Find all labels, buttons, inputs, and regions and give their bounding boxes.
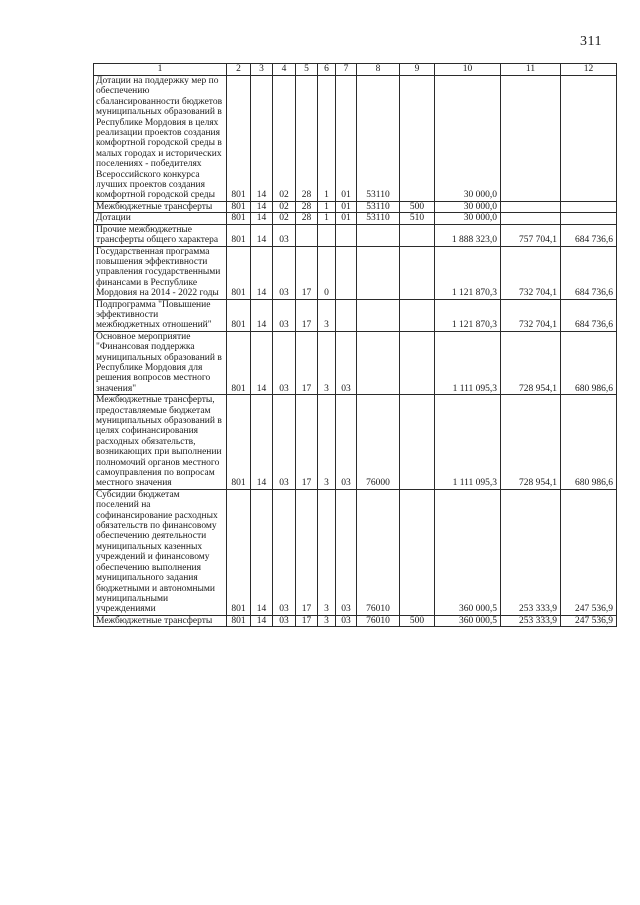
code-section: 14 xyxy=(251,201,273,212)
code-subprogram: 3 xyxy=(318,615,336,626)
amount-2022: 684 736,6 xyxy=(561,246,617,299)
row-description: Государственная программа повышения эффективности управления государственными финансами в Республике Мордовия на 2014 - 2022 годы xyxy=(94,246,227,299)
code-activity: 03 xyxy=(336,489,357,615)
amount-2021: 732 704,1 xyxy=(501,246,561,299)
amount-2022: 684 736,6 xyxy=(561,299,617,331)
amount-2022: 680 986,6 xyxy=(561,331,617,394)
table-row xyxy=(94,615,617,626)
code-direction: 53110 xyxy=(357,213,400,224)
code-expense-type: 510 xyxy=(400,213,435,224)
amount-2020: 30 000,0 xyxy=(435,213,501,224)
code-activity xyxy=(336,246,357,299)
code-subprogram: 1 xyxy=(318,201,336,212)
code-subprogram xyxy=(318,224,336,246)
code-ministry: 801 xyxy=(227,246,251,299)
code-activity xyxy=(336,224,357,246)
column-header: 4 xyxy=(273,64,296,76)
row-description: Подпрограмма "Повышение эффективности межбюджетных отношений" xyxy=(94,299,227,331)
code-ministry: 801 xyxy=(227,213,251,224)
amount-2021: 732 704,1 xyxy=(501,299,561,331)
code-program: 28 xyxy=(296,213,318,224)
code-ministry: 801 xyxy=(227,76,251,202)
code-subsection: 03 xyxy=(273,489,296,615)
row-description: Межбюджетные трансферты xyxy=(94,615,227,626)
code-subprogram: 1 xyxy=(318,76,336,202)
table-row xyxy=(94,395,617,490)
code-ministry: 801 xyxy=(227,395,251,490)
code-subprogram: 0 xyxy=(318,246,336,299)
code-ministry: 801 xyxy=(227,299,251,331)
code-direction xyxy=(357,246,400,299)
column-header: 10 xyxy=(435,64,501,76)
budget-table xyxy=(93,63,617,627)
amount-2020: 1 121 870,3 xyxy=(435,246,501,299)
code-section: 14 xyxy=(251,615,273,626)
amount-2022: 680 986,6 xyxy=(561,395,617,490)
row-description: Основное мероприятие "Финансовая поддержка муниципальных образований в Республике Мордовия для решения вопросов местного значения" xyxy=(94,331,227,394)
column-header: 12 xyxy=(561,64,617,76)
column-header: 2 xyxy=(227,64,251,76)
amount-2022: 247 536,9 xyxy=(561,615,617,626)
code-expense-type xyxy=(400,331,435,394)
code-ministry: 801 xyxy=(227,615,251,626)
column-header: 5 xyxy=(296,64,318,76)
amount-2021: 728 954,1 xyxy=(501,331,561,394)
code-expense-type: 500 xyxy=(400,615,435,626)
table-row xyxy=(94,224,617,246)
amount-2021 xyxy=(501,213,561,224)
amount-2021: 757 704,1 xyxy=(501,224,561,246)
code-activity: 01 xyxy=(336,213,357,224)
amount-2022: 247 536,9 xyxy=(561,489,617,615)
code-activity: 03 xyxy=(336,615,357,626)
code-activity: 03 xyxy=(336,395,357,490)
code-direction xyxy=(357,224,400,246)
code-expense-type xyxy=(400,76,435,202)
table-row xyxy=(94,299,617,331)
code-subsection: 03 xyxy=(273,615,296,626)
code-program: 17 xyxy=(296,331,318,394)
code-activity: 03 xyxy=(336,331,357,394)
row-description: Межбюджетные трансферты xyxy=(94,201,227,212)
amount-2022 xyxy=(561,213,617,224)
column-header: 7 xyxy=(336,64,357,76)
code-direction: 76000 xyxy=(357,395,400,490)
code-subsection: 03 xyxy=(273,246,296,299)
code-section: 14 xyxy=(251,299,273,331)
amount-2021: 253 333,9 xyxy=(501,615,561,626)
row-description: Субсидии бюджетам поселений на софинансирование расходных обязательств по финансовому обеспечению деятельности муниципальных казенных учреждений и финансовому обеспечению выполнения муниципального задания бюджетными и автономными муниципальными учреждениями xyxy=(94,489,227,615)
amount-2021: 253 333,9 xyxy=(501,489,561,615)
amount-2022: 684 736,6 xyxy=(561,224,617,246)
code-subprogram: 3 xyxy=(318,395,336,490)
amount-2020: 30 000,0 xyxy=(435,201,501,212)
code-activity xyxy=(336,299,357,331)
code-subprogram: 3 xyxy=(318,489,336,615)
amount-2020: 1 888 323,0 xyxy=(435,224,501,246)
table-row xyxy=(94,76,617,202)
code-ministry: 801 xyxy=(227,331,251,394)
code-section: 14 xyxy=(251,224,273,246)
column-header: 1 xyxy=(94,64,227,76)
code-subsection: 03 xyxy=(273,299,296,331)
code-program: 17 xyxy=(296,395,318,490)
code-section: 14 xyxy=(251,395,273,490)
amount-2020: 1 111 095,3 xyxy=(435,331,501,394)
row-description: Прочие межбюджетные трансферты общего характера xyxy=(94,224,227,246)
code-program: 17 xyxy=(296,615,318,626)
amount-2020: 30 000,0 xyxy=(435,76,501,202)
column-header: 9 xyxy=(400,64,435,76)
code-expense-type: 500 xyxy=(400,201,435,212)
column-header: 3 xyxy=(251,64,273,76)
row-description: Межбюджетные трансферты, предоставляемые бюджетам муниципальных образований в целях софинансирования расходных обязательств, возникающих при выполнении полномочий органов местного самоуправления по вопросам местного значения xyxy=(94,395,227,490)
column-header: 11 xyxy=(501,64,561,76)
code-direction: 76010 xyxy=(357,489,400,615)
code-section: 14 xyxy=(251,331,273,394)
code-direction: 53110 xyxy=(357,76,400,202)
code-expense-type xyxy=(400,489,435,615)
code-subsection: 02 xyxy=(273,76,296,202)
code-expense-type xyxy=(400,246,435,299)
table-row xyxy=(94,489,617,615)
code-subsection: 03 xyxy=(273,224,296,246)
code-subsection: 02 xyxy=(273,213,296,224)
code-direction: 76010 xyxy=(357,615,400,626)
code-activity: 01 xyxy=(336,201,357,212)
code-direction: 53110 xyxy=(357,201,400,212)
code-program xyxy=(296,224,318,246)
code-expense-type xyxy=(400,395,435,490)
amount-2021 xyxy=(501,76,561,202)
code-ministry: 801 xyxy=(227,224,251,246)
code-subprogram: 1 xyxy=(318,213,336,224)
row-description: Дотации xyxy=(94,213,227,224)
code-activity: 01 xyxy=(336,76,357,202)
code-program: 17 xyxy=(296,299,318,331)
table-header-row xyxy=(94,64,617,76)
code-direction xyxy=(357,331,400,394)
amount-2021: 728 954,1 xyxy=(501,395,561,490)
code-expense-type xyxy=(400,299,435,331)
table-row xyxy=(94,201,617,212)
code-subprogram: 3 xyxy=(318,331,336,394)
code-section: 14 xyxy=(251,213,273,224)
amount-2020: 1 111 095,3 xyxy=(435,395,501,490)
code-direction xyxy=(357,299,400,331)
code-subsection: 03 xyxy=(273,331,296,394)
row-description: Дотации на поддержку мер по обеспечению сбалансированности бюджетов муниципальных образований в Республике Мордовия в целях реализации проектов создания комфортной городской среды в малых городах и исторических поселениях - победителях Всероссийского конкурса лучших проектов создания комфортной городской среды xyxy=(94,76,227,202)
amount-2022 xyxy=(561,76,617,202)
amount-2020: 360 000,5 xyxy=(435,615,501,626)
code-section: 14 xyxy=(251,76,273,202)
amount-2022 xyxy=(561,201,617,212)
table-row xyxy=(94,331,617,394)
code-program: 28 xyxy=(296,76,318,202)
column-header: 6 xyxy=(318,64,336,76)
code-ministry: 801 xyxy=(227,201,251,212)
code-subsection: 02 xyxy=(273,201,296,212)
code-program: 28 xyxy=(296,201,318,212)
table-row xyxy=(94,246,617,299)
table-row xyxy=(94,213,617,224)
column-header: 8 xyxy=(357,64,400,76)
code-section: 14 xyxy=(251,489,273,615)
code-subprogram: 3 xyxy=(318,299,336,331)
code-section: 14 xyxy=(251,246,273,299)
code-program: 17 xyxy=(296,246,318,299)
code-expense-type xyxy=(400,224,435,246)
code-ministry: 801 xyxy=(227,489,251,615)
page-number: 311 xyxy=(580,34,602,49)
amount-2020: 360 000,5 xyxy=(435,489,501,615)
amount-2021 xyxy=(501,201,561,212)
code-program: 17 xyxy=(296,489,318,615)
code-subsection: 03 xyxy=(273,395,296,490)
amount-2020: 1 121 870,3 xyxy=(435,299,501,331)
